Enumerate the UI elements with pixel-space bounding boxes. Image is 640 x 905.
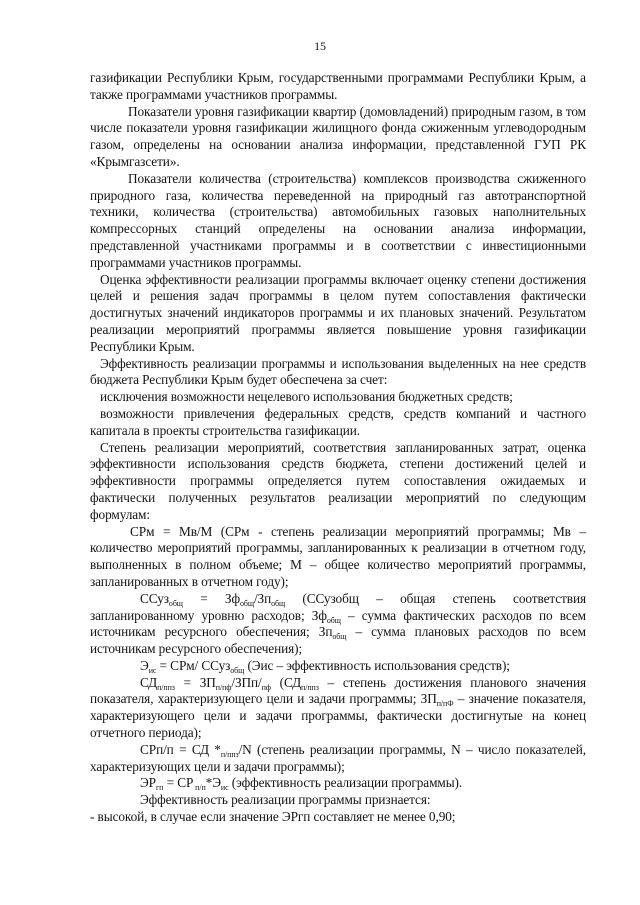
formula-ssuz: ССуз$_{общ}$ = $Зф_{общ}/Зп_{общ}$ (ССузобщ – общая степень соответствия запланированному уровню расходов; $Зф_{общ}$ – сумма фактических расходов по всем источникам ресурсного обеспечения; $Зп_{общ}$ – сумма плановых расходов по всем источникам ресурсного обеспечения); [90,590,586,657]
document-body [90,70,586,826]
paragraph: Эффективность реализации программы признается: [140,792,431,808]
paragraph: газификации Республики Крым, государственными программами Республики Крым, а также программами участников программы. [90,70,586,102]
paragraph: Показатели количества (строительства) комплексов производства сжиженного природного газа, количества переведенной на природный газ автотранспортной техники, количества (строительства) автомобильных газовых наполнительных компрессорных станций определены на основании анализа информации, представленной участниками программы и в соответствии с инвестиционными программами участников программы. [90,170,586,270]
list-item: исключения возможности нецелевого использования бюджетных средств; [100,389,513,405]
paragraph: Оценка эффективности реализации программы включает оценку степени достижения целей и решения задач программы в целом путем сопоставления фактически достигнутых значений индикаторов программы и их плановых значений. Результатом реализации мероприятий программы является повышение уровня газификации Республики Крым. [90,271,586,354]
page-number: 15 [314,39,326,53]
list-item: - высокой, в случае если значение ЭРгп составляет не менее 0,90; [90,809,456,825]
list-item: возможности привлечения федеральных средств, средств компаний и частного капитала в проекты строительства газификации. [90,405,586,438]
paragraph: Степень реализации мероприятий, соответствия запланированных затрат, оценка эффективности использования средств бюджета, степени достижений целей и эффективности программы определяется путем сопоставления ожидаемых и фактически полученных результатов реализации мероприятий по следующим формулам: [90,439,586,522]
paragraph: Показатели уровня газификации квартир (домовладений) природным газом, в том числе показатели уровня газификации жилищного фонда сжиженным углеводородным газом, определены на основании анализа информации, представленной ГУП РК «Крымгазсети». [90,103,586,169]
formula-eis: $Э_{ис} = СРм/$ ССуз$_{общ}$ (Эис – эффективность использования средств); [140,657,510,675]
paragraph: Эффективность реализации программы и использования выделенных на нее средств бюджета Республики Крым будет обеспечена за счет: [90,355,586,388]
formula-srp: СРп/п = СД $*_{п/ппз}/N$ (степень реализации программы, N – число показателей, характеризующих цели и задачи программы); [90,741,586,774]
formula-er: $ЭР_{гп}$ = СР $_{п/п}*Э_{ис}$ (эффективность реализации программы). [140,775,463,793]
formula-sd: $СД_{п/ппз} = ЗП_{п/пф}/ЗПп/_{пф}$ ($СД_{п/ппз}$ – степень достижения планового значения показателя, характеризующего цели и задачи программы; $ЗП_{п/пФ}$ – значение показателя, характеризующего цели и задачи программы, фактически достигнутые на конец отчетного периода); [90,674,587,741]
formula-srm: СРм = Мв/М (СРм - степень реализации мероприятий программы; Мв – количество мероприятий программы, запланированных к реализации в отчетном году, выполненных в полном объеме; М – общее количество мероприятий программы, запланированных в отчетном году); [90,523,586,589]
